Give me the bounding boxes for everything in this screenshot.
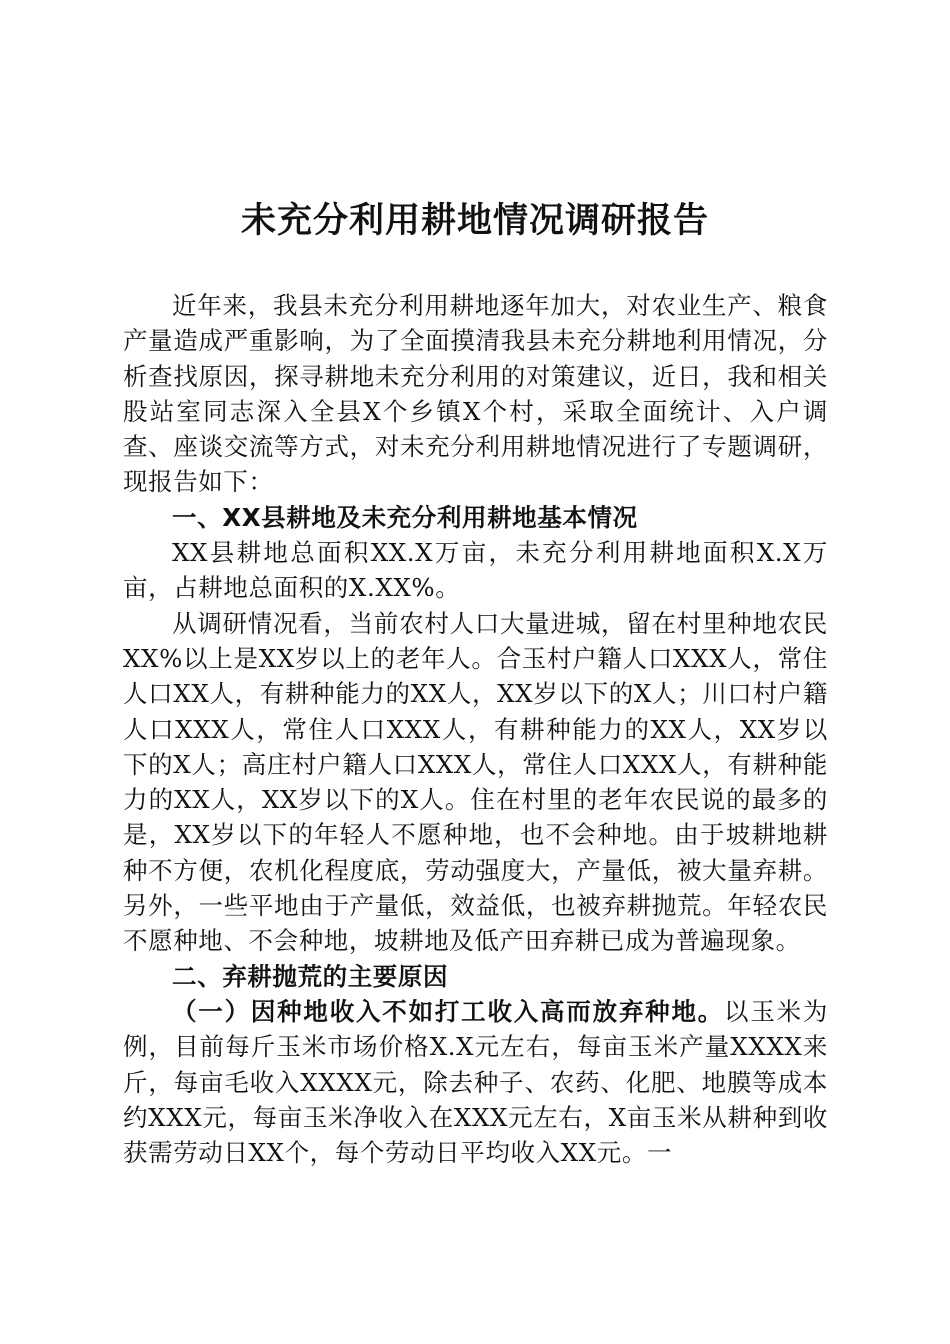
intro-paragraph: 近年来，我县未充分利用耕地逐年加大，对农业生产、粮食产量造成严重影响，为了全面摸清我县未充分耕地利用情况，分析查找原因，探寻耕地未充分利用的对策建议，近日，我和相关股站室同志深入全县X个乡镇X个村，采取全面统计、入户调查、座谈交流等方式，对未充分利用耕地情况进行了专题调研，现报告如下： (123, 291, 828, 497)
section-heading-2: 二、弃耕抛荒的主要原因 (172, 961, 449, 991)
subsection-lead-1: （一）因种地收入不如打工收入高而放弃种地。 (172, 996, 725, 1026)
document-title: 未充分利用耕地情况调研报告 (240, 200, 709, 241)
section1-paragraph-2: 从调研情况看，当前农村人口大量进城，留在村里种地农民XX%以上是XX岁以上的老年人。合玉村户籍人口XXX人，常住人口XX人，有耕种能力的XX人，XX岁以下的X人；川口村户籍人口XXX人，常住人口XXX人，有耕种能力的XX人，XX岁以下的X人；高庄村户籍人口XXX人，常住人口XXX人，有耕种能力的XX人，XX岁以下的X人。住在村里的老年农民说的最多的是，XX岁以下的年轻人不愿种地，也不会种地。由于坡耕地耕种不方便，农机化程度底，劳动强度大，产量低，被大量弃耕。另外，一些平地由于产量低，效益低，也被弃耕抛荒。年轻农民不愿种地、不会种地，坡耕地及低产田弃耕已成为普遍现象。 (123, 608, 828, 956)
section-heading-1: 一、XX县耕地及未充分利用耕地基本情况 (172, 502, 638, 532)
section2-paragraph-1 (123, 994, 828, 1170)
subsection-text-1: 以玉米为例，目前每斤玉米市场价格X.X元左右，每亩玉米产量XXXX来斤，每亩毛收入XXXX元，除去种子、农药、化肥、地膜等成本约XXX元，每亩玉米净收入在XXX元左右，X亩玉米从耕种到收获需劳动日XX个，每个劳动日平均收入XX元。一 (123, 996, 828, 1168)
document-body (123, 288, 828, 1170)
section1-paragraph-1: XX县耕地总面积XX.X万亩，未充分利用耕地面积X.X万亩，占耕地总面积的X.XX%。 (123, 538, 828, 603)
